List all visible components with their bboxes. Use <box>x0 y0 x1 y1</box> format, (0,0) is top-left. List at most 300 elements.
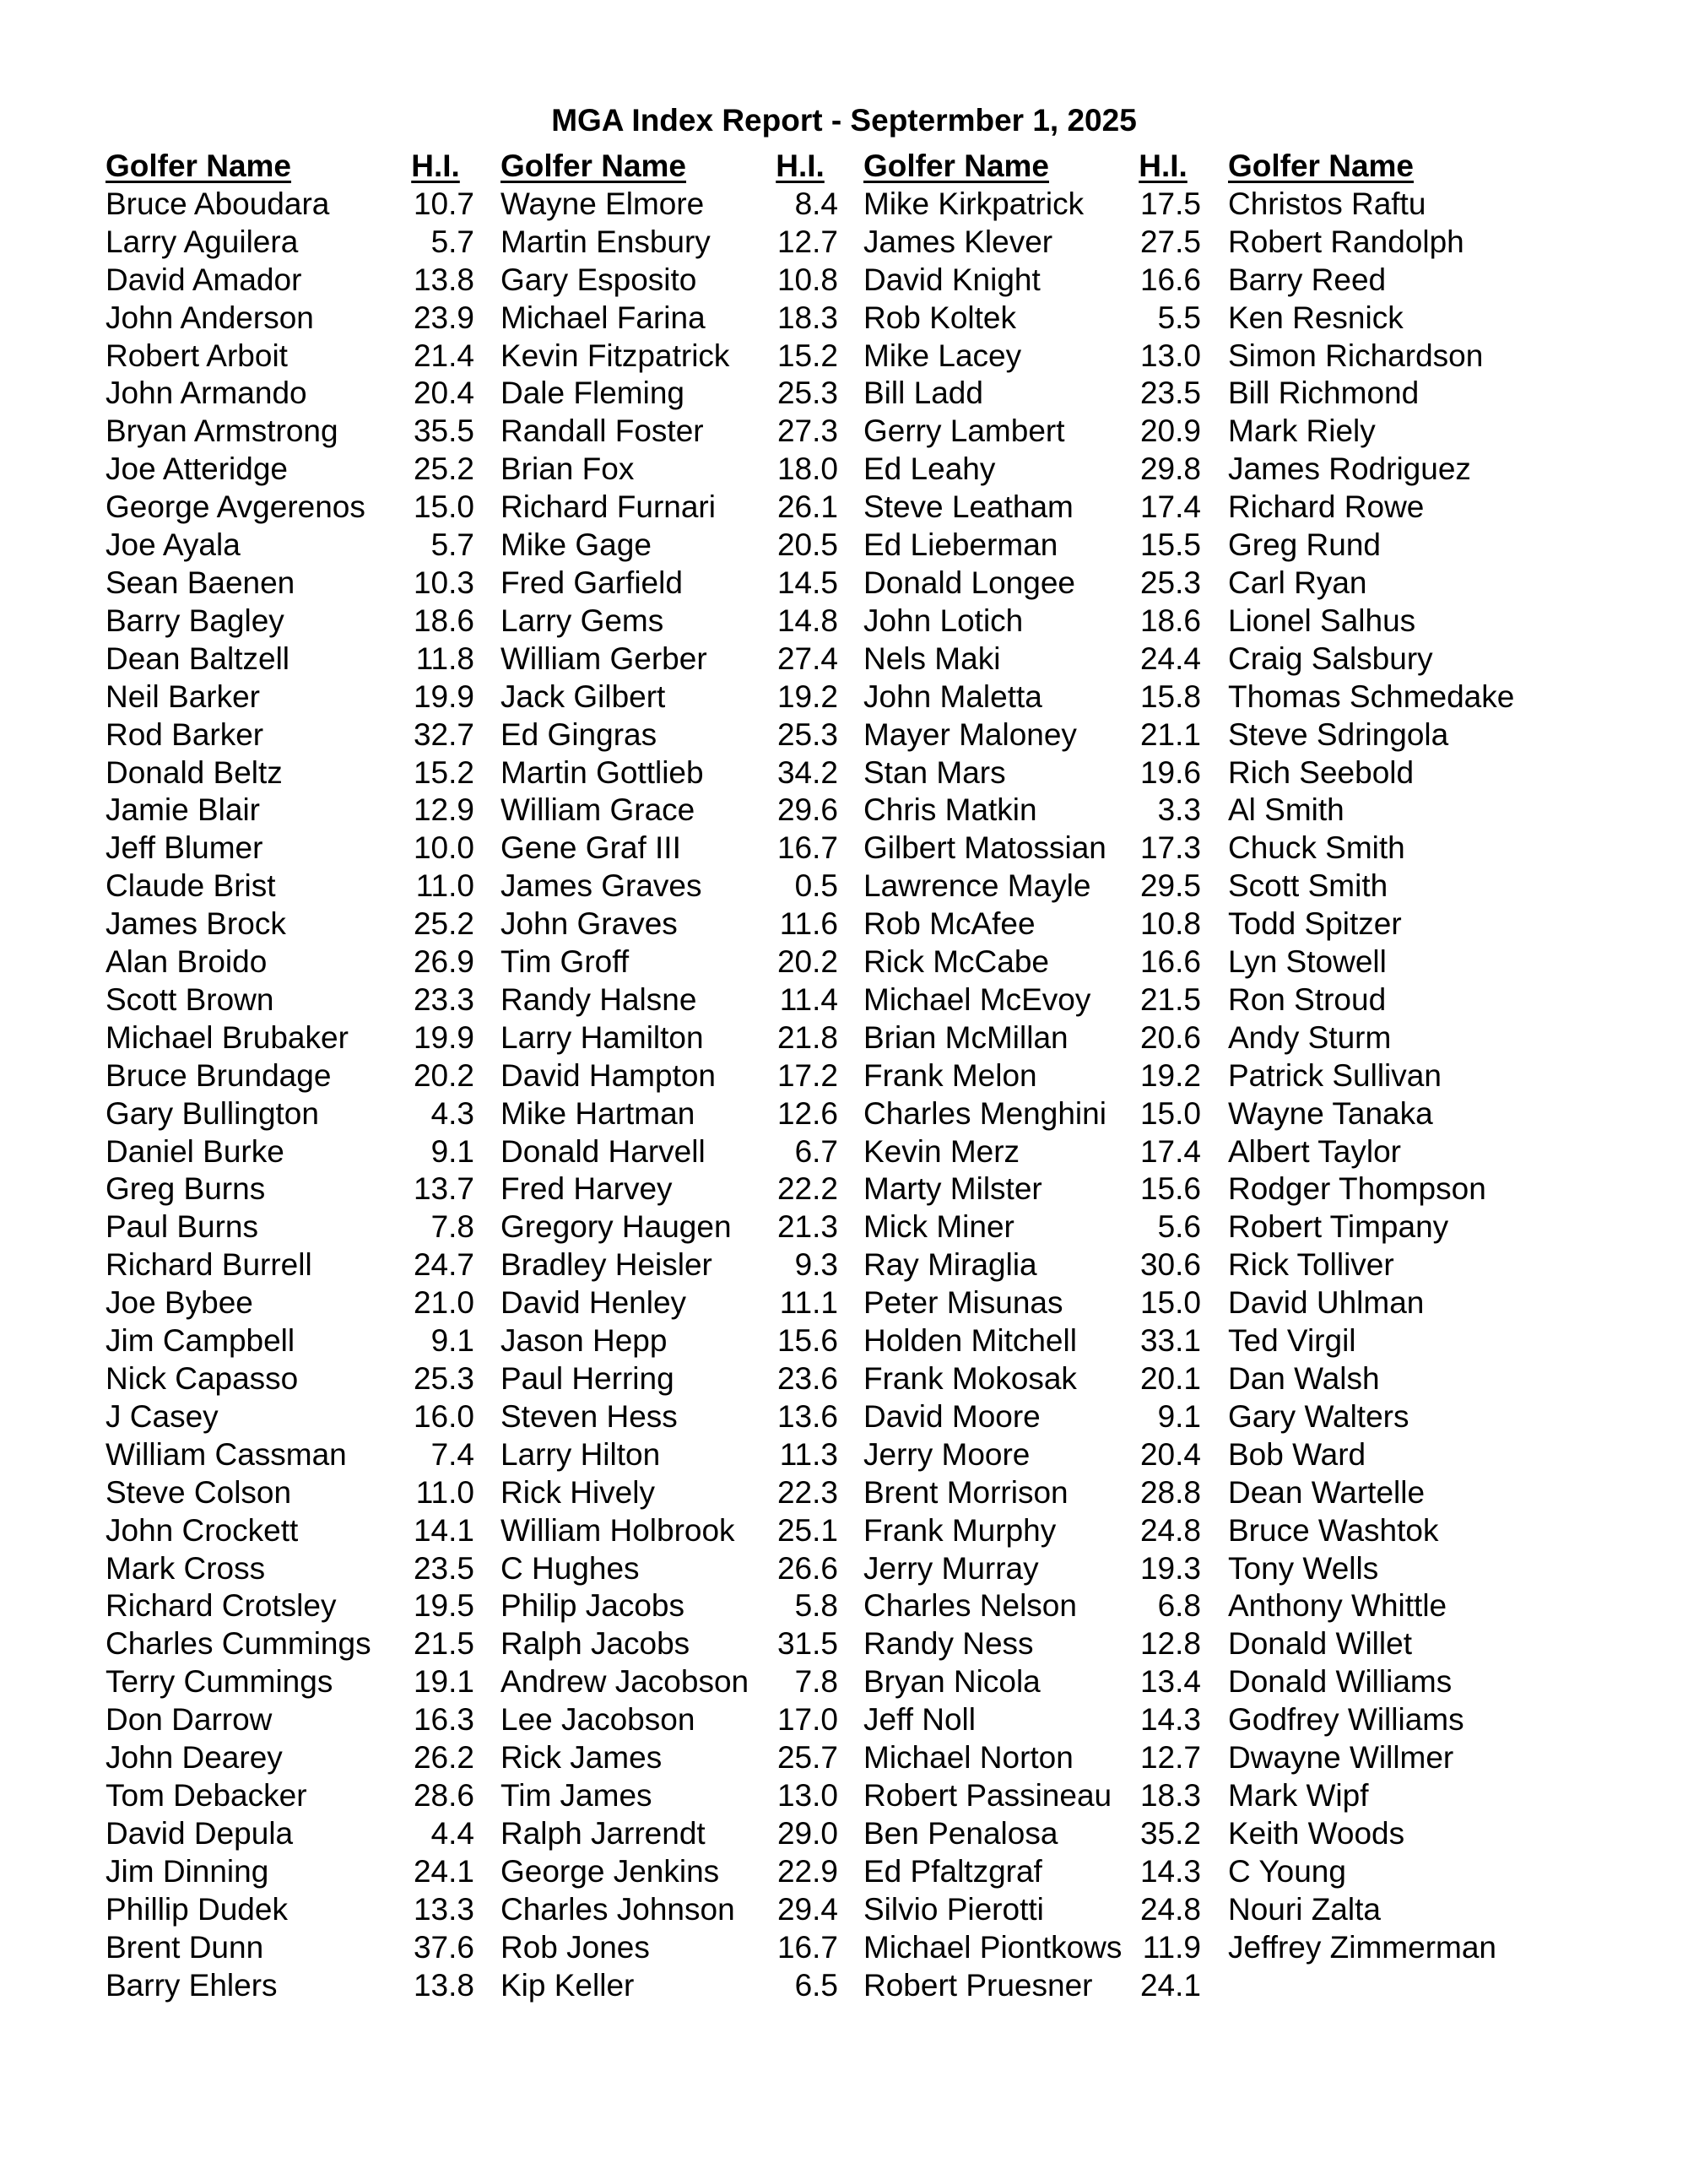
hi-value-cell: 24.4 <box>1139 641 1201 676</box>
golfer-name-cell: David Amador <box>106 262 302 297</box>
hi-value-cell: 24.1 <box>413 1853 474 1889</box>
hi-value-cell: 9.1 <box>1157 1398 1201 1434</box>
golfer-name-cell: Robert Passineau <box>863 1777 1112 1813</box>
golfer-name-cell: William Gerber <box>500 641 707 676</box>
hi-column-3 <box>1125 148 1201 2004</box>
golfer-name-cell: Terry Cummings <box>106 1664 333 1700</box>
golfer-name-cell: Daniel Burke <box>106 1133 284 1169</box>
golfer-name-cell: Jeffrey Zimmerman <box>1228 1929 1496 1965</box>
golfer-name-cell: Chuck Smith <box>1228 830 1405 866</box>
hi-value-cell: 4.4 <box>430 1815 474 1851</box>
golfer-name-cell: Martin Gottlieb <box>500 754 704 790</box>
hi-value-cell: 20.4 <box>413 376 474 411</box>
golfer-name-cell: Randy Ness <box>863 1626 1034 1662</box>
golfer-name-cell: Jim Campbell <box>106 1323 295 1359</box>
hi-value-cell: 15.0 <box>1139 1285 1201 1321</box>
golfer-name-cell: Dwayne Willmer <box>1228 1740 1454 1776</box>
golfer-name-cell: Philip Jacobs <box>500 1588 685 1624</box>
golfer-name-cell: Kevin Merz <box>863 1133 1020 1169</box>
hi-value-cell: 21.5 <box>1139 981 1201 1017</box>
hi-value-cell: 11.9 <box>1142 1929 1201 1965</box>
golfer-name-cell: Dan Walsh <box>1228 1361 1380 1396</box>
hi-value-cell: 18.6 <box>413 603 474 638</box>
hi-value-cell: 28.6 <box>413 1777 474 1813</box>
hi-value-cell: 19.5 <box>413 1588 474 1624</box>
golfer-name-cell: Brian Fox <box>500 451 635 487</box>
golfer-name-cell: Anthony Whittle <box>1228 1588 1447 1624</box>
golfer-name-cell: Steven Hess <box>500 1398 678 1434</box>
golfer-name-cell: Bruce Brundage <box>106 1057 332 1093</box>
golfer-name-cell: Michael Farina <box>500 300 706 335</box>
golfer-name-cell: Ron Stroud <box>1228 981 1387 1017</box>
golfer-name-cell: Steve Sdringola <box>1228 716 1449 752</box>
golfer-name-cell: Jamie Blair <box>106 792 260 828</box>
hi-value-cell: 19.6 <box>1139 754 1201 790</box>
hi-value-cell: 25.1 <box>776 1512 838 1548</box>
hi-value-cell: 25.3 <box>776 376 838 411</box>
golfer-name-cell: Brent Morrison <box>863 1474 1069 1510</box>
golfer-name-cell: Rod Barker <box>106 716 264 752</box>
golfer-name-header: Golfer Name <box>1228 149 1415 183</box>
golfer-name-column-2 <box>500 148 762 2004</box>
hi-value-cell: 13.4 <box>1139 1664 1201 1700</box>
golfer-name-cell: Tony Wells <box>1228 1550 1379 1586</box>
hi-value-cell: 21.1 <box>1139 716 1201 752</box>
golfer-name-cell: Richard Rowe <box>1228 489 1425 525</box>
golfer-name-cell: Neil Barker <box>106 678 260 714</box>
golfer-name-cell: Holden Mitchell <box>863 1323 1077 1359</box>
golfer-name-cell: John Anderson <box>106 300 314 335</box>
golfer-name-cell: Mick Miner <box>863 1209 1014 1245</box>
hi-value-cell: 6.8 <box>1157 1588 1201 1624</box>
hi-value-cell: 10.3 <box>413 565 474 600</box>
hi-value-cell: 11.1 <box>779 1285 838 1321</box>
hi-value-cell: 27.5 <box>1139 224 1201 259</box>
golfer-name-cell: Andy Sturm <box>1228 1019 1392 1055</box>
golfer-name-cell: Bill Ladd <box>863 376 983 411</box>
golfer-name-header: Golfer Name <box>863 149 1050 183</box>
golfer-name-cell: Mark Riely <box>1228 414 1376 449</box>
hi-value-cell: 21.0 <box>413 1285 474 1321</box>
golfer-name-cell: Bill Richmond <box>1228 376 1420 411</box>
hi-value-cell: 30.6 <box>1139 1247 1201 1283</box>
golfer-name-cell: George Jenkins <box>500 1853 720 1889</box>
hi-header: H.I. <box>1139 149 1188 183</box>
golfer-name-cell: Wayne Tanaka <box>1228 1095 1433 1131</box>
golfer-name-cell: Randall Foster <box>500 414 704 449</box>
golfer-name-cell: Kip Keller <box>500 1967 635 2003</box>
hi-value-cell: 20.2 <box>776 944 838 980</box>
golfer-name-column-1 <box>106 148 384 2004</box>
golfer-name-cell: Rick James <box>500 1740 663 1776</box>
golfer-name-cell: Ray Miraglia <box>863 1247 1037 1283</box>
golfer-name-cell: Michael Piontkows <box>863 1929 1123 1965</box>
golfer-name-cell: Joe Bybee <box>106 1285 253 1321</box>
hi-value-cell: 5.7 <box>430 527 474 563</box>
golfer-name-cell: John Maletta <box>863 678 1042 714</box>
hi-value-cell: 20.9 <box>1139 414 1201 449</box>
golfer-name-cell: Bryan Nicola <box>863 1664 1041 1700</box>
golfer-name-column-4 <box>1228 148 1667 1967</box>
hi-value-cell: 6.7 <box>794 1133 838 1169</box>
golfer-name-cell: Jack Gilbert <box>500 678 666 714</box>
golfer-name-cell: James Brock <box>106 906 286 942</box>
hi-value-cell: 22.3 <box>776 1474 838 1510</box>
hi-value-cell: 12.8 <box>1139 1626 1201 1662</box>
golfer-name-cell: Charles Cummings <box>106 1626 371 1662</box>
hi-value-cell: 9.1 <box>430 1323 474 1359</box>
golfer-name-cell: Fred Garfield <box>500 565 683 600</box>
golfer-name-cell: Marty Milster <box>863 1171 1042 1207</box>
hi-value-cell: 22.9 <box>776 1853 838 1889</box>
golfer-name-cell: Martin Ensbury <box>500 224 711 259</box>
golfer-name-cell: John Dearey <box>106 1740 283 1776</box>
hi-value-cell: 11.4 <box>779 981 838 1017</box>
golfer-name-cell: Lionel Salhus <box>1228 603 1416 638</box>
golfer-name-cell: Gene Graf III <box>500 830 681 866</box>
hi-value-cell: 29.8 <box>1139 451 1201 487</box>
hi-column-2 <box>762 148 838 2004</box>
golfer-name-cell: James Rodriguez <box>1228 451 1471 487</box>
golfer-name-cell: David Henley <box>500 1285 687 1321</box>
hi-header: H.I. <box>776 149 825 183</box>
hi-value-cell: 29.6 <box>776 792 838 828</box>
golfer-name-cell: Gerry Lambert <box>863 414 1065 449</box>
golfer-name-cell: Bradley Heisler <box>500 1247 712 1283</box>
golfer-name-header: Golfer Name <box>500 149 687 183</box>
hi-value-cell: 12.7 <box>1139 1740 1201 1776</box>
golfer-name-cell: Gary Bullington <box>106 1095 319 1131</box>
golfer-name-cell: Albert Taylor <box>1228 1133 1401 1169</box>
golfer-name-cell: David Uhlman <box>1228 1285 1425 1321</box>
hi-header: H.I. <box>411 149 460 183</box>
golfer-name-cell: Phillip Dudek <box>106 1891 288 1927</box>
golfer-name-cell: Lyn Stowell <box>1228 944 1387 980</box>
hi-value-cell: 16.7 <box>776 1929 838 1965</box>
hi-value-cell: 24.1 <box>1139 1967 1201 2003</box>
golfer-name-cell: Todd Spitzer <box>1228 906 1402 942</box>
golfer-name-cell: Donald Willet <box>1228 1626 1412 1662</box>
hi-value-cell: 9.3 <box>794 1247 838 1283</box>
golfer-name-cell: Fred Harvey <box>500 1171 673 1207</box>
golfer-name-cell: William Holbrook <box>500 1512 735 1548</box>
hi-value-cell: 21.4 <box>413 338 474 373</box>
hi-value-cell: 14.3 <box>1139 1702 1201 1738</box>
hi-value-cell: 7.4 <box>430 1436 474 1472</box>
golfer-name-cell: Rick McCabe <box>863 944 1049 980</box>
hi-value-cell: 11.8 <box>415 641 474 676</box>
golfer-name-cell: Joe Atteridge <box>106 451 288 487</box>
hi-value-cell: 4.3 <box>430 1095 474 1131</box>
golfer-name-cell: Mike Kirkpatrick <box>863 186 1085 221</box>
golfer-name-cell: Randy Halsne <box>500 981 697 1017</box>
golfer-name-cell: Nels Maki <box>863 641 1001 676</box>
hi-value-cell: 26.1 <box>776 489 838 525</box>
golfer-name-cell: Barry Bagley <box>106 603 284 638</box>
golfer-name-cell: Stan Mars <box>863 754 1006 790</box>
hi-value-cell: 10.7 <box>413 186 474 221</box>
golfer-name-cell: Bruce Washtok <box>1228 1512 1439 1548</box>
golfer-name-cell: Kevin Fitzpatrick <box>500 338 730 373</box>
golfer-name-cell: Jeff Noll <box>863 1702 976 1738</box>
hi-value-cell: 19.9 <box>413 678 474 714</box>
golfer-name-cell: Nick Capasso <box>106 1361 299 1396</box>
hi-value-cell: 15.6 <box>776 1323 838 1359</box>
hi-value-cell: 26.6 <box>776 1550 838 1586</box>
golfer-name-cell: Ed Pfaltzgraf <box>863 1853 1042 1889</box>
hi-value-cell: 19.9 <box>413 1019 474 1055</box>
hi-column-1 <box>397 148 474 2004</box>
hi-value-cell: 24.8 <box>1139 1512 1201 1548</box>
golfer-name-cell: Rodger Thompson <box>1228 1171 1486 1207</box>
hi-value-cell: 11.6 <box>779 906 838 942</box>
golfer-name-cell: Steve Colson <box>106 1474 292 1510</box>
golfer-name-cell: Robert Timpany <box>1228 1209 1449 1245</box>
golfer-name-cell: J Casey <box>106 1398 219 1434</box>
golfer-name-cell: Craig Salsbury <box>1228 641 1433 676</box>
golfer-name-cell: Jerry Murray <box>863 1550 1039 1586</box>
hi-value-cell: 18.3 <box>1139 1777 1201 1813</box>
golfer-name-cell: Peter Misunas <box>863 1285 1063 1321</box>
hi-value-cell: 5.6 <box>1157 1209 1201 1245</box>
golfer-name-cell: John Armando <box>106 376 307 411</box>
golfer-name-cell: Thomas Schmedake <box>1228 678 1515 714</box>
hi-value-cell: 11.0 <box>415 1474 474 1510</box>
hi-value-cell: 23.5 <box>413 1550 474 1586</box>
golfer-name-cell: Rick Tolliver <box>1228 1247 1394 1283</box>
golfer-name-cell: Brian McMillan <box>863 1019 1069 1055</box>
hi-value-cell: 35.5 <box>413 414 474 449</box>
golfer-name-cell: Donald Beltz <box>106 754 283 790</box>
golfer-name-cell: Paul Herring <box>500 1361 674 1396</box>
hi-value-cell: 16.6 <box>1139 944 1201 980</box>
golfer-name-cell: William Cassman <box>106 1436 347 1472</box>
golfer-name-cell: Greg Burns <box>106 1171 266 1207</box>
golfer-name-cell: Wayne Elmore <box>500 186 705 221</box>
golfer-name-cell: Paul Burns <box>106 1209 258 1245</box>
hi-value-cell: 17.0 <box>776 1702 838 1738</box>
golfer-name-cell: Keith Woods <box>1228 1815 1405 1851</box>
hi-value-cell: 17.4 <box>1139 489 1201 525</box>
golfer-name-cell: John Crockett <box>106 1512 299 1548</box>
hi-value-cell: 7.8 <box>794 1664 838 1700</box>
golfer-name-cell: Tim Groff <box>500 944 630 980</box>
golfer-name-cell: Larry Hamilton <box>500 1019 704 1055</box>
golfer-name-cell: Donald Harvell <box>500 1133 706 1169</box>
golfer-name-cell: Richard Burrell <box>106 1247 312 1283</box>
hi-value-cell: 8.4 <box>794 186 838 221</box>
golfer-name-cell: Ken Resnick <box>1228 300 1404 335</box>
hi-value-cell: 17.4 <box>1139 1133 1201 1169</box>
report-title: MGA Index Report - Septermber 1, 2025 <box>551 103 1137 138</box>
golfer-name-cell: Joe Ayala <box>106 527 241 563</box>
golfer-name-cell: Claude Brist <box>106 868 276 904</box>
hi-value-cell: 15.8 <box>1139 678 1201 714</box>
golfer-name-cell: Charles Menghini <box>863 1095 1106 1131</box>
hi-value-cell: 14.5 <box>776 565 838 600</box>
hi-value-cell: 13.7 <box>413 1171 474 1207</box>
hi-value-cell: 13.0 <box>776 1777 838 1813</box>
golfer-name-cell: David Hampton <box>500 1057 717 1093</box>
golfer-name-cell: C Young <box>1228 1853 1346 1889</box>
hi-value-cell: 28.8 <box>1139 1474 1201 1510</box>
golfer-name-cell: Robert Pruesner <box>863 1967 1093 2003</box>
golfer-name-cell: Silvio Pierotti <box>863 1891 1044 1927</box>
hi-value-cell: 18.3 <box>776 300 838 335</box>
golfer-name-cell: John Lotich <box>863 603 1024 638</box>
golfer-name-cell: Frank Mokosak <box>863 1361 1077 1396</box>
golfer-name-cell: Nouri Zalta <box>1228 1891 1381 1927</box>
golfer-name-cell: Richard Crotsley <box>106 1588 337 1624</box>
hi-value-cell: 16.7 <box>776 830 838 866</box>
hi-value-cell: 17.2 <box>776 1057 838 1093</box>
hi-value-cell: 21.5 <box>413 1626 474 1662</box>
hi-value-cell: 29.0 <box>776 1815 838 1851</box>
hi-value-cell: 13.0 <box>1139 338 1201 373</box>
hi-value-cell: 16.6 <box>1139 262 1201 297</box>
hi-value-cell: 27.3 <box>776 414 838 449</box>
hi-value-cell: 11.3 <box>779 1436 838 1472</box>
golfer-name-cell: Bob Ward <box>1228 1436 1366 1472</box>
hi-value-cell: 32.7 <box>413 716 474 752</box>
hi-value-cell: 26.9 <box>413 944 474 980</box>
golfer-name-cell: Chris Matkin <box>863 792 1037 828</box>
hi-value-cell: 29.5 <box>1139 868 1201 904</box>
golfer-name-cell: Tom Debacker <box>106 1777 307 1813</box>
golfer-name-cell: Rick Hively <box>500 1474 655 1510</box>
golfer-name-cell: David Depula <box>106 1815 294 1851</box>
golfer-name-cell: Gary Walters <box>1228 1398 1409 1434</box>
hi-value-cell: 20.6 <box>1139 1019 1201 1055</box>
golfer-name-cell: David Moore <box>863 1398 1041 1434</box>
golfer-name-cell: Ed Leahy <box>863 451 996 487</box>
golfer-name-cell: James Graves <box>500 868 702 904</box>
hi-value-cell: 10.8 <box>776 262 838 297</box>
hi-value-cell: 10.0 <box>413 830 474 866</box>
golfer-name-cell: David Knight <box>863 262 1041 297</box>
golfer-name-cell: Ralph Jarrendt <box>500 1815 706 1851</box>
golfer-name-cell: Mike Hartman <box>500 1095 695 1131</box>
golfer-name-cell: Simon Richardson <box>1228 338 1484 373</box>
hi-value-cell: 17.5 <box>1139 186 1201 221</box>
golfer-name-cell: Michael Norton <box>863 1740 1074 1776</box>
golfer-name-cell: Ben Penalosa <box>863 1815 1058 1851</box>
golfer-name-header: Golfer Name <box>106 149 292 183</box>
golfer-name-cell: James Klever <box>863 224 1053 259</box>
golfer-name-cell: Richard Furnari <box>500 489 716 525</box>
golfer-name-cell: Michael McEvoy <box>863 981 1091 1017</box>
hi-value-cell: 33.1 <box>1139 1323 1201 1359</box>
golfer-name-cell: Donald Longee <box>863 565 1075 600</box>
golfer-name-cell: Charles Nelson <box>863 1588 1077 1624</box>
golfer-name-cell: Don Darrow <box>106 1702 273 1738</box>
golfer-name-cell: Al Smith <box>1228 792 1344 828</box>
hi-value-cell: 15.5 <box>1139 527 1201 563</box>
hi-value-cell: 25.3 <box>1139 565 1201 600</box>
hi-value-cell: 24.8 <box>1139 1891 1201 1927</box>
golfer-name-cell: Barry Reed <box>1228 262 1387 297</box>
golfer-name-cell: Robert Randolph <box>1228 224 1464 259</box>
golfer-name-cell: Mike Gage <box>500 527 652 563</box>
hi-value-cell: 5.5 <box>1157 300 1201 335</box>
hi-value-cell: 12.9 <box>413 792 474 828</box>
golfer-name-cell: Michael Brubaker <box>106 1019 349 1055</box>
golfer-name-cell: Greg Rund <box>1228 527 1381 563</box>
hi-value-cell: 20.4 <box>1139 1436 1201 1472</box>
golfer-name-cell: Lee Jacobson <box>500 1702 695 1738</box>
hi-value-cell: 14.1 <box>413 1512 474 1548</box>
hi-value-cell: 13.6 <box>776 1398 838 1434</box>
hi-value-cell: 24.7 <box>413 1247 474 1283</box>
hi-value-cell: 9.1 <box>430 1133 474 1169</box>
hi-value-cell: 16.0 <box>413 1398 474 1434</box>
hi-value-cell: 22.2 <box>776 1171 838 1207</box>
hi-value-cell: 16.3 <box>413 1702 474 1738</box>
golfer-name-cell: Rob Jones <box>500 1929 650 1965</box>
golfer-name-column-3 <box>863 148 1146 2004</box>
golfer-name-cell: Bruce Aboudara <box>106 186 330 221</box>
golfer-name-cell: Dale Fleming <box>500 376 684 411</box>
hi-value-cell: 15.2 <box>413 754 474 790</box>
golfer-name-cell: Jeff Blumer <box>106 830 263 866</box>
golfer-name-cell: Brent Dunn <box>106 1929 264 1965</box>
hi-value-cell: 26.2 <box>413 1740 474 1776</box>
hi-value-cell: 31.5 <box>776 1626 838 1662</box>
hi-value-cell: 13.8 <box>413 262 474 297</box>
golfer-name-cell: Gregory Haugen <box>500 1209 732 1245</box>
hi-value-cell: 5.8 <box>794 1588 838 1624</box>
golfer-name-cell: Christos Raftu <box>1228 186 1426 221</box>
hi-value-cell: 21.3 <box>776 1209 838 1245</box>
golfer-name-cell: Ed Gingras <box>500 716 657 752</box>
golfer-name-cell: Lawrence Mayle <box>863 868 1091 904</box>
hi-value-cell: 19.2 <box>1139 1057 1201 1093</box>
golfer-name-cell: Ralph Jacobs <box>500 1626 690 1662</box>
hi-value-cell: 15.2 <box>776 338 838 373</box>
hi-value-cell: 3.3 <box>1157 792 1201 828</box>
hi-value-cell: 25.2 <box>413 906 474 942</box>
hi-value-cell: 35.2 <box>1139 1815 1201 1851</box>
golfer-name-cell: Frank Melon <box>863 1057 1037 1093</box>
hi-value-cell: 25.2 <box>413 451 474 487</box>
hi-value-cell: 14.3 <box>1139 1853 1201 1889</box>
golfer-name-cell: Jim Dinning <box>106 1853 269 1889</box>
hi-value-cell: 19.3 <box>1139 1550 1201 1586</box>
hi-value-cell: 19.1 <box>413 1664 474 1700</box>
golfer-name-cell: Sean Baenen <box>106 565 295 600</box>
golfer-name-cell: Larry Gems <box>500 603 664 638</box>
golfer-name-cell: George Avgerenos <box>106 489 365 525</box>
golfer-name-cell: Andrew Jacobson <box>500 1664 749 1700</box>
hi-value-cell: 17.3 <box>1139 830 1201 866</box>
golfer-name-cell: Larry Aguilera <box>106 224 299 259</box>
hi-value-cell: 6.5 <box>794 1967 838 2003</box>
hi-value-cell: 25.3 <box>776 716 838 752</box>
golfer-name-cell: Donald Williams <box>1228 1664 1453 1700</box>
hi-value-cell: 18.6 <box>1139 603 1201 638</box>
golfer-name-cell: C Hughes <box>500 1550 640 1586</box>
hi-value-cell: 23.3 <box>413 981 474 1017</box>
hi-value-cell: 15.0 <box>1139 1095 1201 1131</box>
golfer-name-cell: William Grace <box>500 792 695 828</box>
golfer-name-cell: Rich Seebold <box>1228 754 1415 790</box>
golfer-name-cell: Gary Esposito <box>500 262 697 297</box>
hi-value-cell: 18.0 <box>776 451 838 487</box>
hi-value-cell: 20.2 <box>413 1057 474 1093</box>
golfer-name-cell: Mark Cross <box>106 1550 266 1586</box>
golfer-name-cell: Tim James <box>500 1777 652 1813</box>
hi-value-cell: 13.3 <box>413 1891 474 1927</box>
